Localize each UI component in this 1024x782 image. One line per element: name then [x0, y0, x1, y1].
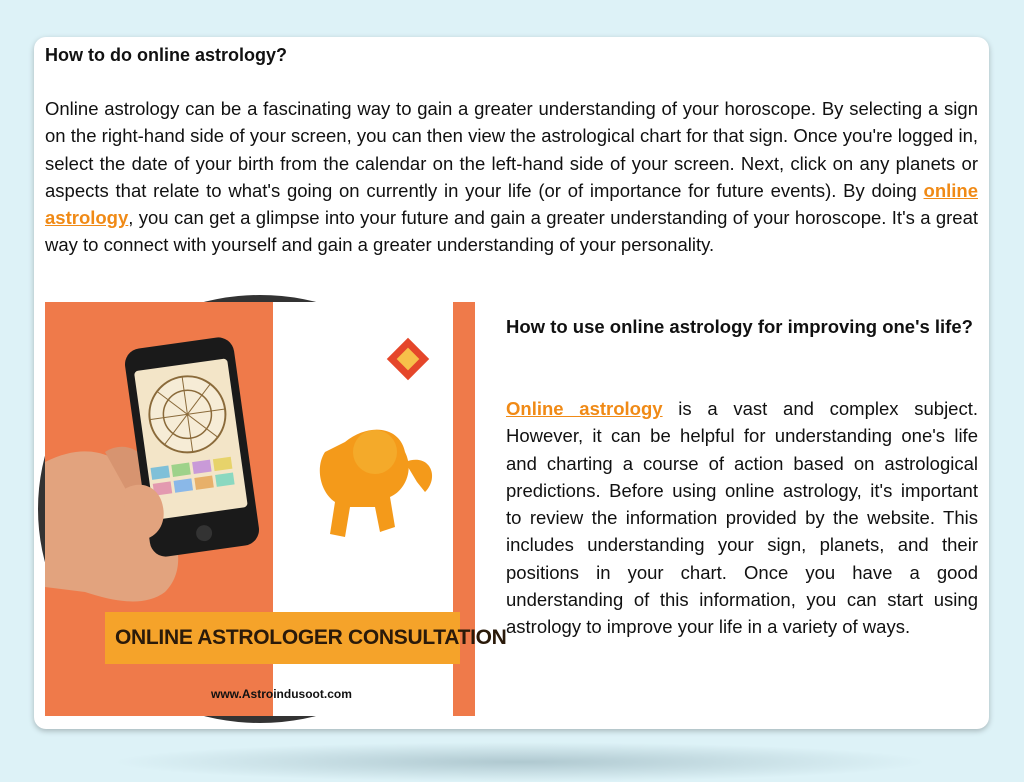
- slide-shadow: [110, 742, 930, 782]
- section2-paragraph: [506, 395, 978, 641]
- astrology-app-image: [38, 295, 507, 723]
- ornament-icon: [387, 338, 429, 380]
- online-astrology-link-1[interactable]: online astrology: [45, 179, 978, 229]
- website-caption: www.Astroindusoot.com: [211, 687, 352, 701]
- section2-heading: How to use online astrology for improving one's life?: [506, 316, 973, 337]
- content-card: [34, 37, 989, 729]
- section1-text-after: , you can get a glimpse into your future and gain a greater understanding of your horoscope. It's a great way to connect with yourself and gain a greater understanding of your personality.: [45, 207, 978, 256]
- online-astrology-link-2[interactable]: Online astrology: [506, 398, 663, 419]
- section1-text-before: Online astrology can be a fascinating way to gain a greater understanding of your horoscope. By selecting a sign on the right-hand side of your screen, you can then view the astrological chart for that sign. Once you're logged in, select the date of your birth from the calendar on the left-hand side of your screen. Next, click on any planets or aspects that relate to what's going on currently in your life (or of importance for future events). By doing: [45, 98, 978, 201]
- section2-text: is a vast and complex subject. However, it can be helpful for understanding one's life and charting a course of action based on astrological predictions. Before using online astrology, it's important to review the information provided by the website. This includes understanding your sign, planets, and their positions in your chart. Once you have a good understanding of this information, you can start using astrology to improve your life in a variety of ways.: [506, 398, 978, 638]
- section1-paragraph: [45, 95, 978, 259]
- section1-heading: How to do online astrology?: [45, 45, 287, 65]
- leo-lion-icon: [320, 430, 432, 537]
- consultation-banner: ONLINE ASTROLOGER CONSULTATION: [105, 612, 460, 664]
